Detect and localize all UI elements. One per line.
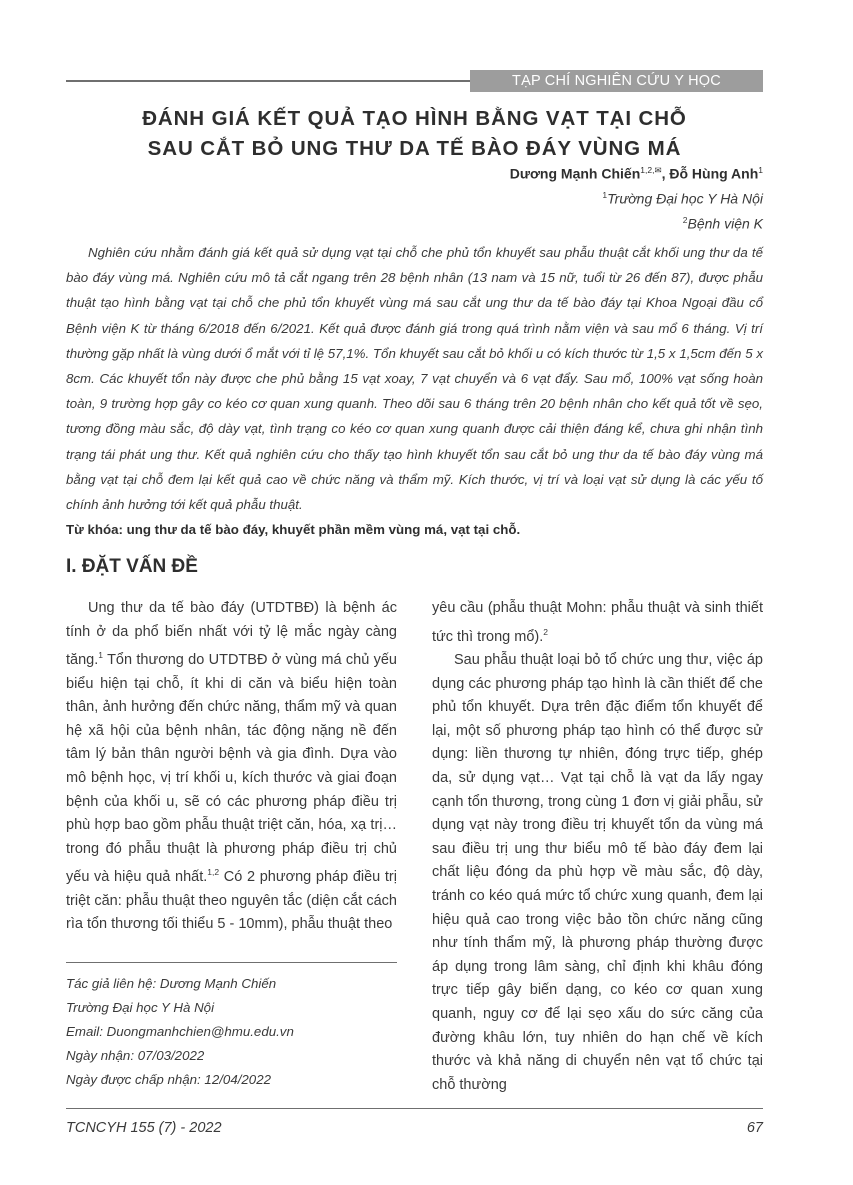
footnote-email: Email: Duongmanhchien@hmu.edu.vn (66, 1024, 294, 1039)
citation-ref: 2 (543, 626, 548, 637)
abstract: Nghiên cứu nhằm đánh giá kết quả sử dụng vạt tại chỗ che phủ tổn khuyết sau phẫu thuật cắt khối ung thư da tế bào đáy vùng má. Nghiên cứu mô tả cắt ngang trên 28 bệnh nhân (13 nam và 15 nữ, tuổi từ 26 đến 87), được phẫu thuật tạo hình bằng vạt tại chỗ che phủ tổn khuyết vùng má sau cắt ung thư da tế bào đáy tại Khoa Ngoại đầu cổ Bệnh viện K từ tháng 6/2018 đến 6/2021. Kết quả được đánh giá trong quá trình nằm viện và sau mổ 6 tháng. Vị trí thường gặp nhất là vùng dưới ổ mắt với tỉ lệ 57,1%. Tổn khuyết sau cắt bỏ khối u có kích thước từ 1,5 x 1,5cm đến 5 x 8cm. Các khuyết tổn này được che phủ bằng 15 vạt xoay, 7 vạt chuyển và 6 vạt đẩy. Sau mổ, 100% vạt sống hoàn toàn, 9 trường hợp gây co kéo cơ quan xung quanh. Theo dõi sau 6 tháng trên 20 bệnh nhân cho kết quả tốt về sẹo, tương đồng màu sắc, độ dày vạt, tình trạng co kéo cơ quan xung quanh được cải thiện đáng kể, chưa ghi nhận tình trạng tái phát ung thư. Kết quả nghiên cứu cho thấy tạo hình khuyết tổn sau cắt bỏ ung thư da tế bào đáy vùng má bằng vạt tại chỗ đem lại kết quả cao về chức năng và thẩm mỹ. Kích thước, vị trí và loại vạt sử dụng là các yếu tố chính ảnh hưởng tới kết quả phẫu thuật. (66, 245, 763, 513)
author-1-marks: 1,2,✉ (640, 165, 662, 175)
footer-rule (66, 1108, 763, 1109)
article-title-line-1: ĐÁNH GIÁ KẾT QUẢ TẠO HÌNH BẰNG VẠT TẠI CHỖ (142, 107, 687, 130)
footnote-institution: Trường Đại học Y Hà Nội (66, 1000, 215, 1015)
author-separator: , (661, 165, 670, 182)
footnote-accepted: Ngày được chấp nhận: 12/04/2022 (66, 1072, 271, 1087)
affiliation-2: $^2$Bệnh viện K (682, 215, 763, 232)
footnote-rule (66, 962, 397, 963)
article-title-line-2: SAU CẮT BỎ UNG THƯ DA TẾ BÀO ĐÁY VÙNG MÁ (147, 137, 682, 160)
author-list (510, 165, 763, 182)
footnote-contact: Tác giả liên hệ: Dương Mạnh Chiến (66, 976, 277, 991)
keywords: Từ khóa: ung thư da tế bào đáy, khuyết phần mềm vùng má, vạt tại chỗ. (66, 522, 521, 537)
author-2-marks: 1 (758, 165, 763, 175)
citation-ref: 1 (98, 650, 103, 661)
page-number: 67 (746, 1120, 763, 1136)
affiliation-1: $^1$Trường Đại học Y Hà Nội (602, 190, 763, 207)
body-column-left (66, 597, 397, 937)
journal-header: TẠP CHÍ NGHIÊN CỨU Y HỌC (470, 70, 763, 92)
citation-ref: 1,2 (207, 867, 220, 878)
footnote-received: Ngày nhận: 07/03/2022 (66, 1048, 205, 1063)
section-heading: I. ĐẶT VẤN ĐỀ (66, 556, 198, 577)
author-1: Dương Mạnh Chiến (509, 165, 641, 182)
paragraph: Sau phẫu thuật loại bỏ tổ chức ung thư, việc áp dụng các phương pháp tạo hình là cần thiết để che phủ tổn khuyết. Dựa trên đặc điểm tổn khuyết để lại, một số phương pháp tạo hình có thể được sử dụng: liền thương tự nhiên, đóng trực tiếp, ghép da, sử dụng vạt… Vạt tại chỗ là vạt da lấy ngay cạnh tổn thương, trong cùng 1 đơn vị giải phẫu, sử dụng vạt này trong điều trị khuyết tổn da vùng má sau điều trị ung thư biểu mô tế bào đáy đem lại chất liệu đóng da phù hợp về màu sắc, độ dày, tránh co kéo quá mức tổ chức xung quanh, đem lại hiệu quả cao trong việc bảo tồn chức năng cũng như tính thẩm mỹ, là phương pháp thường được áp dụng trong lâm sàng, chỉ định khi khâu đóng trực tiếp gây biến dạng, co kéo cơ quan xung quanh, nguy cơ để lại sẹo xấu do sức căng của đường khâu lớn, tuy nhiên do hạn chế về kích thước và khả năng di chuyển nên vạt tổ chức tại chỗ thường (432, 652, 763, 1093)
paragraph: Ung thư da tế bào đáy (UTDTBĐ) là bệnh ác tính ở da phổ biến nhất với tỷ lệ mắc ngày càng tăng.$^1$ Tổn thương do UTDTBĐ ở vùng má chủ yếu biểu hiện tại chỗ, ít khi di căn và biểu hiện toàn thân, ảnh hưởng đến chức năng, thẩm mỹ và quan hệ xã hội của bệnh nhân, tác động nặng nề đến tâm lý bản thân người bệnh và gia đình. Dựa vào mô bệnh học, vị trí khối u, kích thước và giai đoạn bệnh của khối u, sẽ có các phương pháp điều trị phù hợp bao gồm phẫu thuật triệt căn, hóa, xạ trị… trong đó phẫu thuật là phương pháp điều trị chủ yếu và hiệu quả nhất.$^{1,2}$ Có 2 phương pháp điều trị triệt căn: phẫu thuật theo nguyên tắc (diện cắt cách rìa tổn thương tối thiểu 5 - 10mm), phẫu thuật theo (66, 600, 397, 933)
paragraph: yêu cầu (phẫu thuật Mohn: phẫu thuật và sinh thiết tức thì trong mổ).$^2$ (432, 600, 763, 645)
body-column-right (432, 597, 763, 1097)
author-2: Đỗ Hùng Anh (669, 165, 759, 182)
footer-citation: TCNCYH 155 (7) - 2022 (66, 1120, 222, 1136)
